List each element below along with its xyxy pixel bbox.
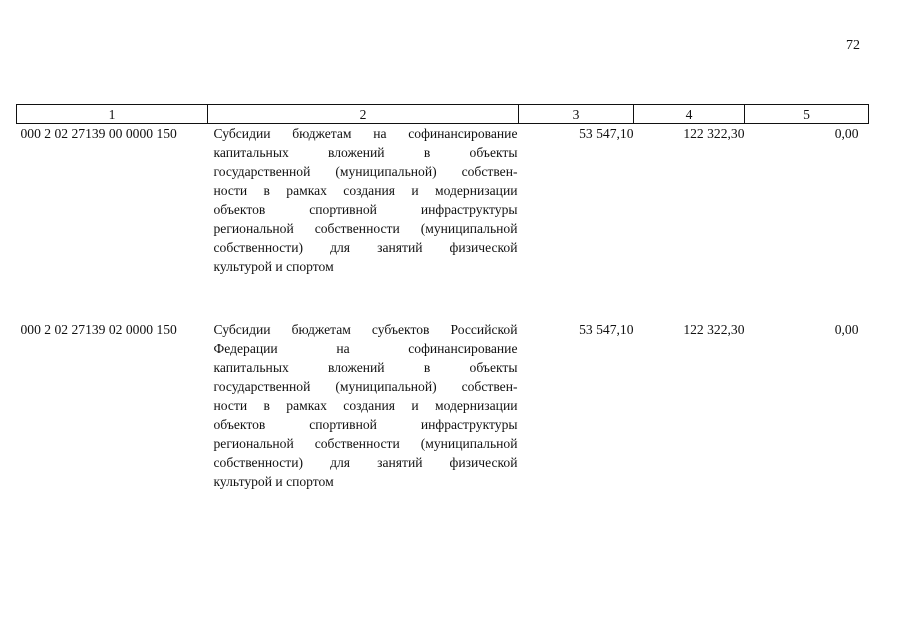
row-code: 000 2 02 27139 02 0000 150 <box>20 322 177 337</box>
row-spacer <box>17 276 869 320</box>
budget-table <box>16 104 869 491</box>
description-line: ности в рамках создания и модернизации <box>213 183 518 198</box>
description-line: культурой и спортом <box>213 259 334 274</box>
table-body <box>17 124 869 492</box>
description-line: Субсидии бюджетам субъектов Российской <box>213 322 518 337</box>
table-row <box>17 124 869 277</box>
header-col-4: 4 <box>634 105 745 124</box>
header-row <box>17 105 869 124</box>
page-number: 72 <box>846 38 860 53</box>
description-line: собственности) для занятий физической <box>213 455 518 470</box>
row-value-col3: 53 547,10 <box>579 126 634 141</box>
description-line: капитальных вложений в объекты <box>213 145 518 160</box>
row-value-col4: 122 322,30 <box>683 322 745 337</box>
description-line: Субсидии бюджетам на софинансирование <box>213 126 518 141</box>
row-value-col4: 122 322,30 <box>683 126 745 141</box>
row-value-col5: 0,00 <box>834 126 859 141</box>
header-col-5: 5 <box>745 105 869 124</box>
description-line: объектов спортивной инфраструктуры <box>213 202 518 217</box>
header-col-3: 3 <box>519 105 634 124</box>
row-code: 000 2 02 27139 00 0000 150 <box>20 126 177 141</box>
row-description <box>208 320 519 491</box>
header-col-2: 2 <box>208 105 519 124</box>
description-line: собственности) для занятий физической <box>213 240 518 255</box>
description-line: Федерации на софинансирование <box>213 341 518 356</box>
description-line: государственной (муниципальной) собствен- <box>213 164 518 179</box>
description-line: культурой и спортом <box>213 474 334 489</box>
description-line: региональной собственности (муниципальной <box>213 436 518 451</box>
row-description <box>208 124 519 277</box>
header-col-1: 1 <box>17 105 208 124</box>
description-line: государственной (муниципальной) собствен- <box>213 379 518 394</box>
row-value-col3: 53 547,10 <box>579 322 634 337</box>
description-line: капитальных вложений в объекты <box>213 360 518 375</box>
description-line: ности в рамках создания и модернизации <box>213 398 518 413</box>
table-header <box>17 105 869 124</box>
table-row <box>17 320 869 491</box>
description-line: региональной собственности (муниципальной <box>213 221 518 236</box>
row-value-col5: 0,00 <box>834 322 859 337</box>
description-line: объектов спортивной инфраструктуры <box>213 417 518 432</box>
